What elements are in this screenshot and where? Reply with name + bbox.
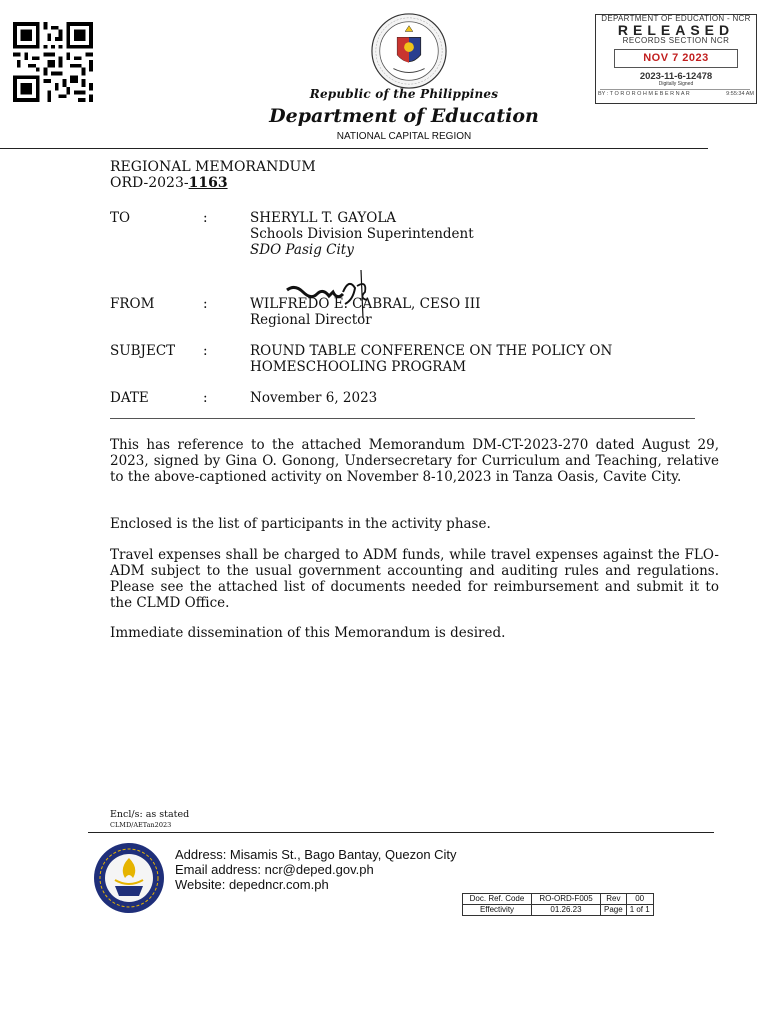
republic-header: Republic of the Philippines — [309, 87, 499, 101]
to-block — [250, 210, 474, 258]
stamp-time: 9:55:34 AM — [726, 91, 754, 97]
effectivity-label: Effectivity — [463, 905, 532, 916]
stamp-digitally-signed: Digitally Signed — [658, 81, 694, 87]
page-value: 1 of 1 — [626, 905, 653, 916]
to-name: SHERYLL T. GAYOLA — [250, 210, 397, 226]
deped-ncr-seal-icon — [93, 842, 165, 914]
reference-initials: CLMD/AETan2023 — [110, 821, 172, 829]
memo-number-prefix: ORD-2023- — [110, 175, 189, 191]
stamp-footer — [598, 91, 754, 97]
subject-line-1: ROUND TABLE CONFERENCE ON THE POLICY ON — [250, 343, 613, 359]
from-block — [250, 296, 480, 328]
docref-value: RO-ORD-F005 — [532, 894, 601, 905]
footer-website: Website: depedncr.com.ph — [175, 877, 329, 892]
effectivity-value: 01.26.23 — [532, 905, 601, 916]
docref-row-1 — [463, 894, 654, 905]
to-colon: : — [203, 210, 208, 226]
from-label: FROM — [110, 296, 155, 312]
subject-label: SUBJECT — [110, 343, 176, 359]
stamp-signer: BY : T O R O R O H M E B E R N A R — [598, 91, 690, 97]
memo-number-value: 1163 — [188, 175, 228, 191]
footer-email: Email address: ncr@deped.gov.ph — [175, 862, 374, 877]
stamp-records-section: RECORDS SECTION NCR — [622, 36, 730, 45]
memo-title: REGIONAL MEMORANDUM — [110, 159, 316, 175]
to-label: TO — [110, 210, 131, 226]
subject-block — [250, 343, 612, 375]
footer-address: Address: Misamis St., Bago Bantay, Quezon City — [175, 847, 457, 862]
document-reference-table — [462, 893, 654, 916]
rev-value: 00 — [626, 894, 653, 905]
to-title: Schools Division Superintendent — [250, 226, 474, 242]
memo-separator — [110, 418, 695, 419]
body-paragraph-2: Enclosed is the list of participants in the activity phase. — [110, 516, 491, 532]
to-office: SDO Pasig City — [250, 242, 354, 258]
subject-line-2: HOMESCHOOLING PROGRAM — [250, 359, 467, 375]
header-rule — [0, 148, 708, 149]
date-value: November 6, 2023 — [250, 390, 378, 406]
released-stamp — [595, 14, 757, 104]
rev-label: Rev — [601, 894, 627, 905]
enclosure-note: Encl/s: as stated — [110, 809, 190, 820]
date-colon: : — [203, 390, 208, 406]
body-paragraph-4: Immediate dissemination of this Memorandum is desired. — [110, 625, 506, 641]
from-colon: : — [203, 296, 208, 312]
from-title: Regional Director — [250, 312, 372, 328]
body-paragraph-3: Travel expenses shall be charged to ADM funds, while travel expenses against the FLO-ADM subject to the usual government accounting and auditing rules and regulations. Please see the attached list of documents needed for reimbursement and submit it to the CLMD Office. — [110, 547, 719, 611]
department-header: Department of Education — [269, 105, 539, 127]
stamp-date: NOV 7 2023 — [614, 49, 738, 68]
stamp-reference: 2023-11-6-12478 — [639, 71, 713, 82]
page-label: Page — [601, 905, 627, 916]
date-label: DATE — [110, 390, 149, 406]
memo-number — [110, 175, 228, 191]
deped-seal-icon — [370, 12, 448, 90]
from-name: WILFREDO E. CABRAL, CESO III — [250, 296, 481, 312]
stamp-department: DEPARTMENT OF EDUCATION - NCR — [601, 14, 751, 23]
footer-rule — [88, 832, 714, 833]
docref-label: Doc. Ref. Code — [463, 894, 532, 905]
body-paragraph-1: This has reference to the attached Memorandum DM-CT-2023-270 dated August 29, 2023, signed by Gina O. Gonong, Undersecretary for Curriculum and Teaching, relative to the above-captioned activity on November 8-10,2023 in Tanza Oasis, Cavite City. — [110, 437, 719, 485]
stamp-rule — [600, 89, 750, 90]
docref-row-2 — [463, 905, 654, 916]
stamp-released: RELEASED — [617, 22, 735, 38]
subject-colon: : — [203, 343, 208, 359]
region-header: NATIONAL CAPITAL REGION — [336, 131, 472, 142]
